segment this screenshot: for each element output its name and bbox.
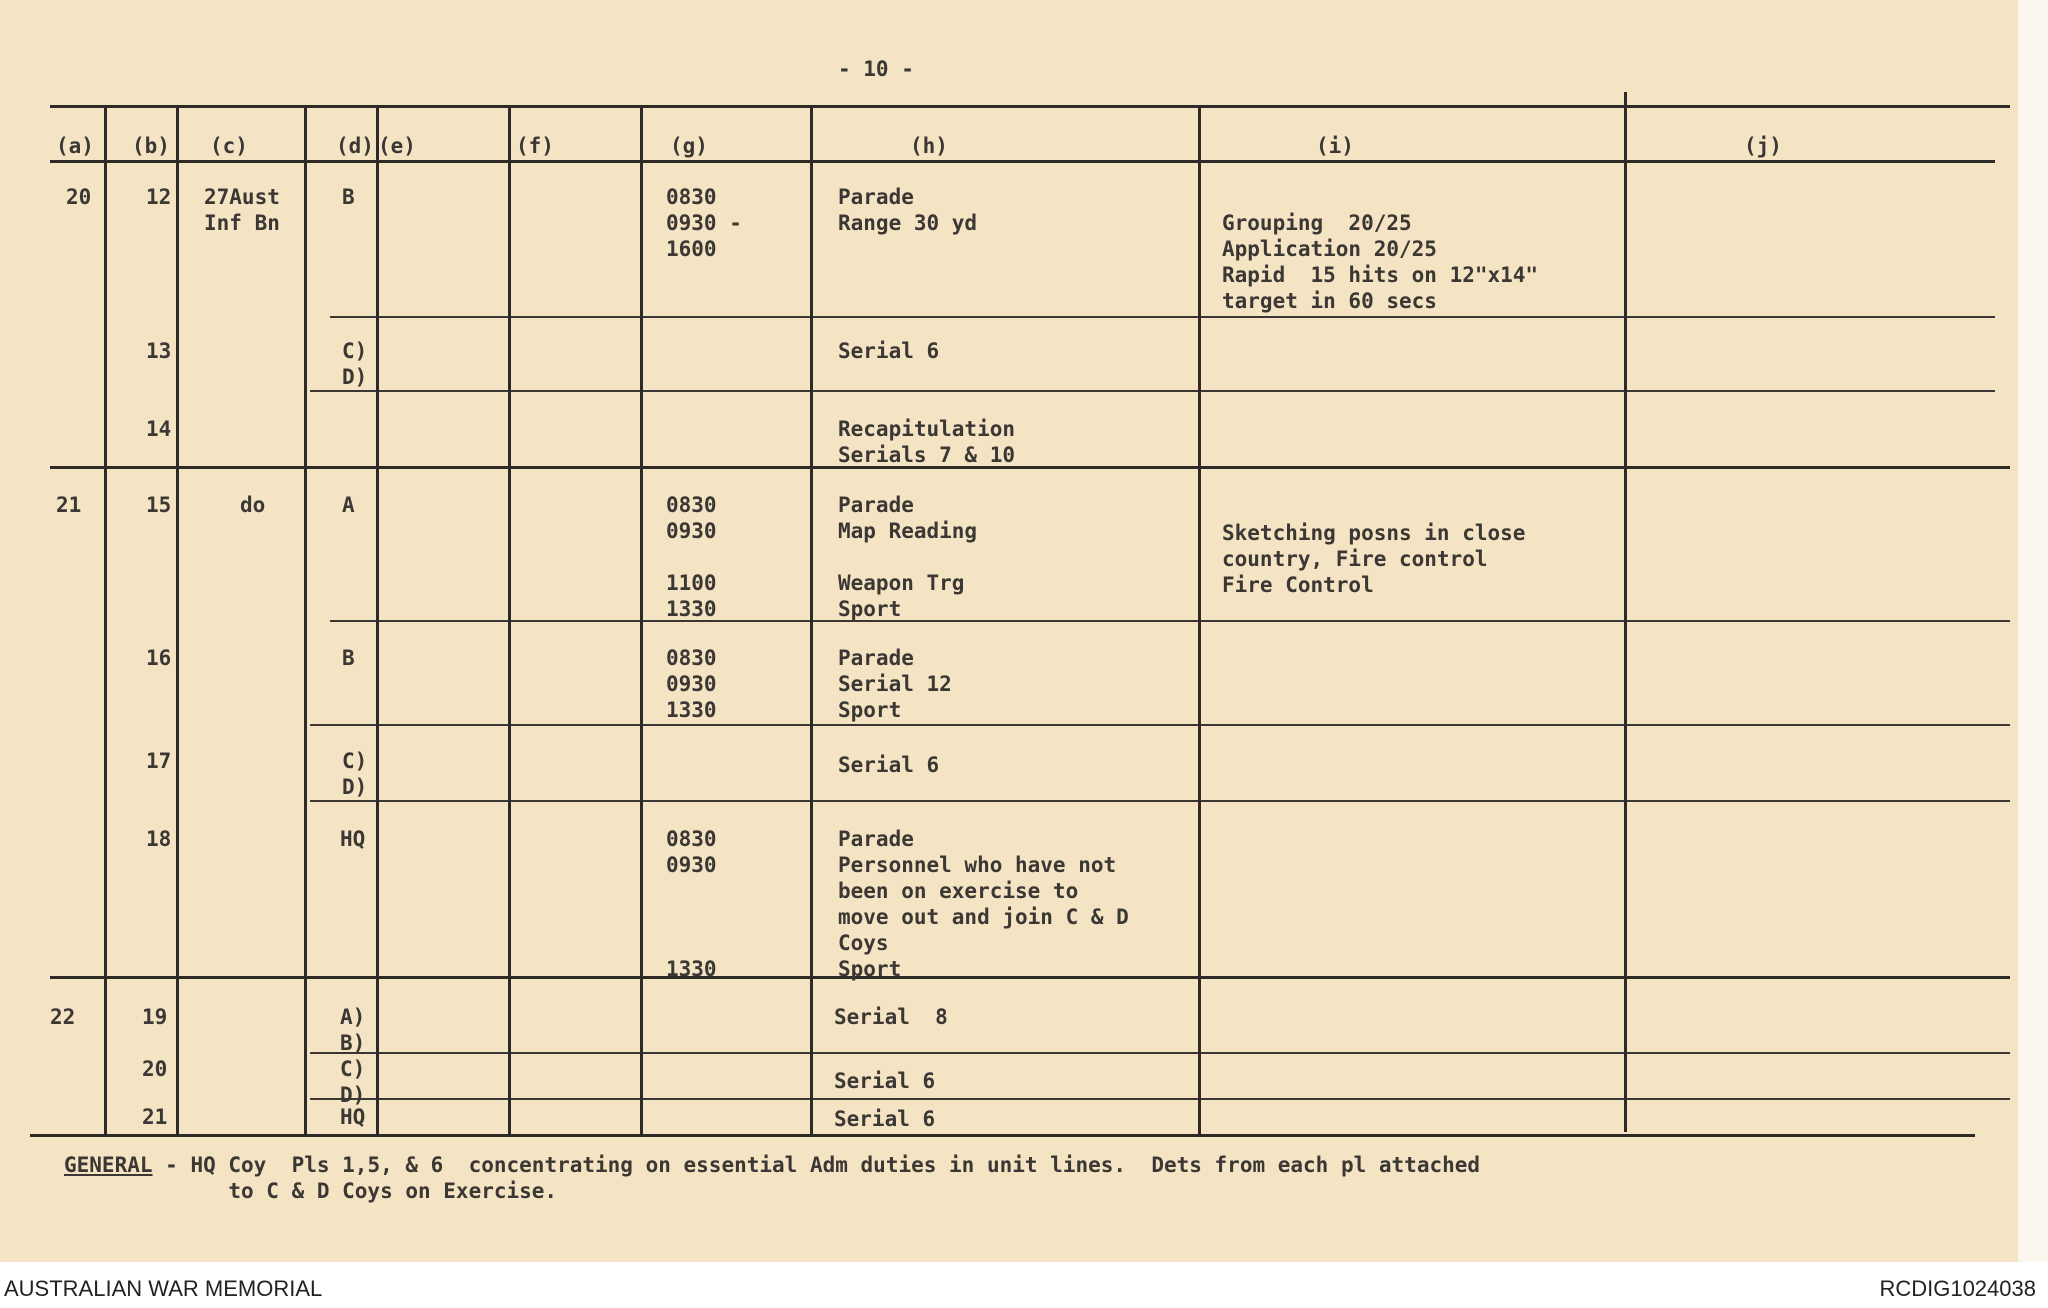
serial-number: 13 [146,339,172,363]
table-top-rule [50,105,2010,108]
serial-number: 18 [146,827,172,851]
times: 0830 0930 1330 [666,646,717,722]
company: B [342,185,355,209]
activity: Parade Map Reading Weapon Trg Sport [838,493,978,621]
column-rule [508,105,511,1135]
row-rule [310,1098,2010,1100]
activity: Parade Serial 12 Sport [838,646,952,722]
times: 0830 0930 1100 1330 [666,493,717,621]
activity: Serial 6 [838,339,940,363]
header-d: (d) [336,134,374,158]
row-rule [310,1052,2010,1054]
general-label: GENERAL [64,1153,153,1177]
serial-number: 21 [142,1105,168,1129]
remarks: Grouping 20/25 Application 20/25 Rapid 15 hits on 12"x14" target in 60 secs [1222,211,1539,313]
company: HQ [340,1105,366,1129]
day-number: 22 [50,1005,76,1029]
header-e: (e) [378,134,416,158]
page-number: - 10 - [838,57,914,81]
general-text: - HQ Coy Pls 1,5, & 6 concentrating on essential Adm duties in unit lines. Dets from each pl attached to C & D Coys on Exercise. [165,1153,1481,1203]
footer-credit: AUSTRALIAN WAR MEMORIAL [4,1276,323,1301]
serial-number: 15 [146,493,172,517]
activity: Parade Range 30 yd [838,185,978,235]
activity: Serial 6 [834,1107,936,1131]
activity: Serial 8 [834,1005,948,1029]
footer-id: RCDIG1024038 [1879,1276,2036,1301]
row-rule [330,316,1995,318]
activity: Serial 6 [838,753,940,777]
header-c: (c) [210,134,248,158]
serial-number: 19 [142,1005,168,1029]
serial-number: 17 [146,749,172,773]
company: C) D) [342,339,368,389]
column-rule [1198,105,1201,1135]
company: HQ [340,827,366,851]
header-i: (i) [1316,134,1354,158]
column-rule [640,105,643,1135]
row-rule [330,620,2010,622]
company: B [342,646,355,670]
general-note [64,1152,1480,1204]
day-number: 21 [56,493,82,517]
row-rule [310,724,2010,726]
page-edge [2018,0,2048,1262]
column-rule [810,105,813,1135]
day-number: 20 [66,185,92,209]
row-rule [310,800,2010,802]
company: C) D) [342,749,368,799]
header-underline [50,160,1995,163]
header-h: (h) [910,134,948,158]
header-f: (f) [516,134,554,158]
serial-number: 20 [142,1057,168,1081]
serial-number: 12 [146,185,172,209]
times: 0830 0930 1330 [666,827,717,981]
footer-bar [0,1262,2048,1308]
unit-name: do [240,493,266,517]
column-rule [176,105,179,1135]
column-rule [304,105,307,1135]
column-rule [376,105,379,1135]
serial-number: 14 [146,417,172,441]
activity: Parade Personnel who have not been on exercise to move out and join C & D Coys Sport [838,827,1129,981]
row-rule [310,390,1995,392]
column-rule [1624,92,1627,1132]
times: 0830 0930 - 1600 [666,185,742,261]
company: A [342,493,355,517]
unit-name: 27Aust Inf Bn [204,185,280,235]
activity: Serial 6 [834,1069,936,1093]
activity: Recapitulation Serials 7 & 10 [838,417,1016,467]
remarks: Sketching posns in close country, Fire control Fire Control [1222,521,1526,597]
company: C) D) [340,1057,366,1107]
header-b: (b) [132,134,170,158]
column-rule [104,105,107,1135]
header-a: (a) [56,134,94,158]
serial-number: 16 [146,646,172,670]
table-bottom-rule [30,1134,1975,1137]
header-g: (g) [670,134,708,158]
header-j: (j) [1744,134,1782,158]
company: A) B) [340,1005,366,1055]
day-rule [50,466,2010,469]
